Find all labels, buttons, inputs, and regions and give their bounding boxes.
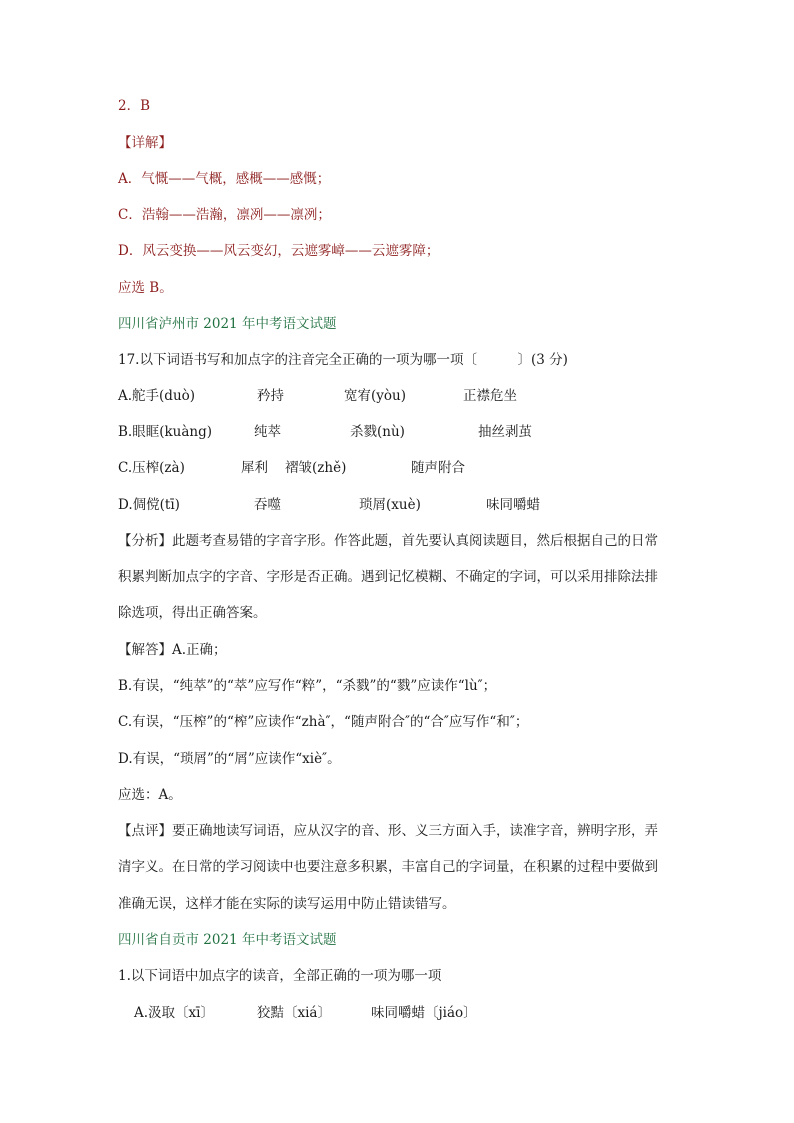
option-d-item-3: 味同嚼蜡 <box>486 497 540 513</box>
z-option-a-label: A.汲取〔xī〕 <box>134 1005 214 1021</box>
question-1: 1.以下词语中加点字的读音，全部正确的一项为哪一项 <box>118 968 442 984</box>
z-option-a-item-1: 狡黠〔xiá〕 <box>257 1005 331 1021</box>
comment-line-1: 【点评】要正确地读写词语，应从汉字的音、形、义三方面入手，读准字音，辨明字形，弄 <box>118 823 658 839</box>
comment-line-3: 准确无误，这样才能在实际的读写运用中防止错读错写。 <box>118 896 456 912</box>
detail-line-d: D．风云变换——风云变幻，云遮雾嶂——云遮雾障； <box>118 243 440 259</box>
option-a-item-2: 宽宥(yòu) <box>344 388 406 404</box>
detail-line-a: A．气慨——气概，感概——感慨； <box>118 171 331 187</box>
answer-number: 2．B <box>118 98 151 114</box>
solution-b: B.有误，“纯萃”的“萃”应写作“粹”，“杀戮”的“戮”应读作“lù″； <box>118 678 497 694</box>
analysis-line-1: 【分析】此题考查易错的字音字形。作答此题，首先要认真阅读题目，然后根据自己的日常 <box>118 533 658 549</box>
option-a-item-3: 正襟危坐 <box>463 388 517 404</box>
option-c-item-1: 犀利 <box>241 460 268 476</box>
solution-c: C.有误，“压榨”的“榨”应读作“zhà″，“随声附合″的“合″应写作“和″； <box>118 714 529 730</box>
z-option-a-item-2: 味同嚼蜡〔jiáo〕 <box>371 1005 477 1021</box>
section-title-luzhou: 四川省泸州市 2021 年中考语文试题 <box>118 316 337 332</box>
option-c-item-2: 褶皱(zhě) <box>285 460 347 476</box>
detail-heading: 【详解】 <box>118 135 172 151</box>
option-b-item-2: 杀戮(nù) <box>350 424 405 440</box>
section-title-zigong: 四川省自贡市 2021 年中考语文试题 <box>118 932 337 948</box>
detail-line-c: C．浩翰——浩瀚，凛冽——凛冽； <box>118 207 331 223</box>
analysis-line-3: 除选项，得出正确答案。 <box>118 605 267 621</box>
solution-choose: 应选：A。 <box>118 787 182 803</box>
option-d-item-1: 吞噬 <box>254 497 281 513</box>
option-d-item-2: 琐屑(xuè) <box>359 497 421 513</box>
option-d-label: D.倜傥(tī) <box>118 497 180 513</box>
option-b-label: B.眼眶(kuàng) <box>118 424 213 440</box>
analysis-line-2: 积累判断加点字的字音、字形是否正确。遇到记忆模糊、不确定的字词，可以采用排除法排 <box>118 569 658 585</box>
solution-a: 【解答】A.正确； <box>118 642 227 658</box>
option-a-label: A.舵手(duò) <box>118 388 196 404</box>
answer-choose: 应选 B。 <box>118 280 173 296</box>
solution-d: D.有误，“琐屑”的“屑”应读作“xiè″。 <box>118 751 341 767</box>
option-c-label: C.压榨(zà) <box>118 460 185 476</box>
option-b-item-3: 抽丝剥茧 <box>478 424 532 440</box>
question-17: 17.以下词语书写和加点字的注音完全正确的一项为哪一项〔 〕(3 分) <box>118 352 568 368</box>
comment-line-2: 清字义。在日常的学习阅读中也要注意多积累，丰富自己的字词量，在积累的过程中要做到 <box>118 859 658 875</box>
option-b-item-1: 纯萃 <box>254 424 281 440</box>
option-c-item-3: 随声附合 <box>411 460 465 476</box>
option-a-item-1: 矜持 <box>257 388 284 404</box>
